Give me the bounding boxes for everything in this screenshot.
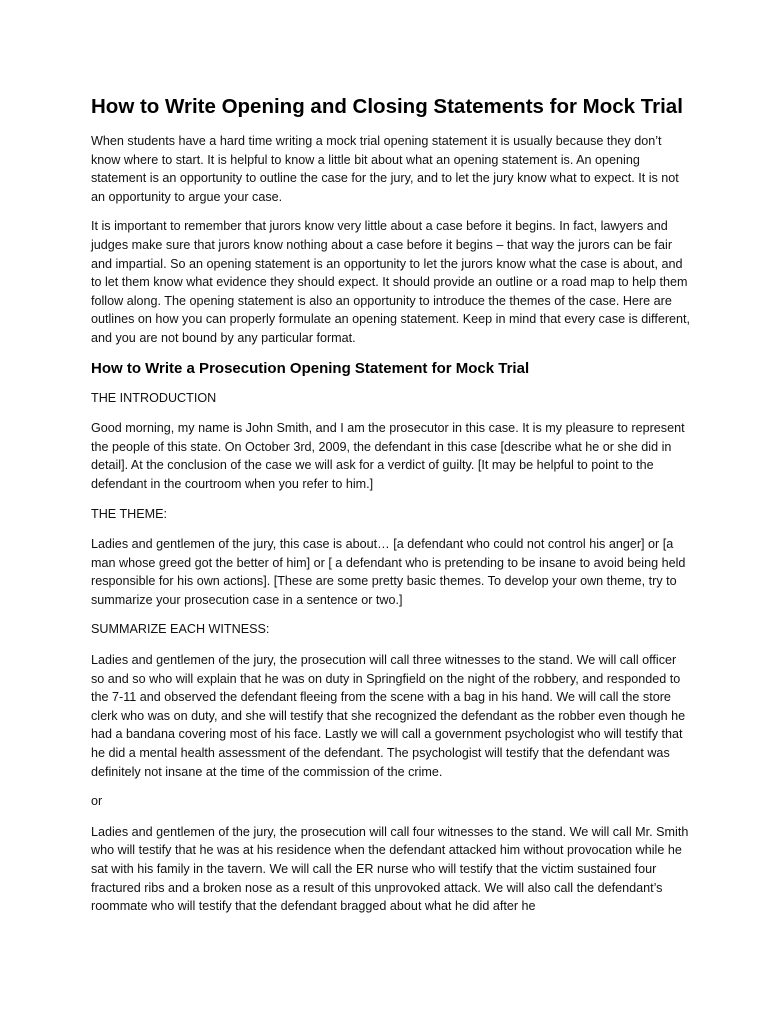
witness-paragraph-2: Ladies and gentlemen of the jury, the prosecution will call four witnesses to the stand. We will call Mr. Smith who will testify that he was at his residence when the defendant attacked him without provocation while he sat with his family in the tavern. We will call the ER nurse who will testify that the victim sustained four fractured ribs and a broken nose as a result of this unprovoked attack. We will also call the defendant’s roommate who will testify that the defendant bragged about what he did after he (91, 824, 689, 914)
intro-paragraph-1: When students have a hard time writing a mock trial opening statement it is usually because they don’t know where to start. It is helpful to know a little bit about what an opening statement is. An opening statement is an opportunity to outline the case for the jury, and to let the jury know what to expect. It is not an opportunity to argue your case. (91, 134, 679, 204)
introduction-paragraph: Good morning, my name is John Smith, and I am the prosecutor in this case. It is my pleasure to represent the people of this state. On October 3rd, 2009, the defendant in this case [describe what he or she did in detail]. At the conclusion of the case we will ask for a verdict of guilty. [It may be helpful to point to the defendant in the courtroom when you refer to him.] (91, 421, 685, 491)
document-title: How to Write Opening and Closing Statements for Mock Trial (91, 95, 683, 118)
intro-paragraph-2: It is important to remember that jurors know very little about a case before it begins. In fact, lawyers and judges make sure that jurors know nothing about a case before it begins – that way the jurors can be fair and impartial. So an opening statement is an opportunity to let the jurors know what the case is about, and to let them know what evidence they should expect. It should provide an outline or a road map to help them follow along. The opening statement is also an opportunity to introduce the themes of the case. Here are outlines on how you can properly formulate an opening statement. Keep in mind that every case is different, and you are not bound by any particular format. (91, 219, 691, 345)
witness-label: SUMMARIZE EACH WITNESS: (91, 622, 270, 637)
theme-label: THE THEME: (91, 506, 168, 521)
witness-paragraph-1: Ladies and gentlemen of the jury, the prosecution will call three witnesses to the stand. We will call officer so and so who will explain that he was on duty in Springfield on the night of the robbery, and responded to the 7-11 and observed the defendant fleeing from the scene with a bag in his hand. We will call the store clerk who was on duty, and she will testify that she recognized the defendant as the robber even though he had a bandana covering most of his face. Lastly we will call a government psychologist who will testify that he did a mental health assessment of the defendant. The psychologist will testify that the defendant was definitely not insane at the time of the commission of the crime. (91, 653, 686, 779)
theme-paragraph: Ladies and gentlemen of the jury, this case is about… [a defendant who could not control his anger] or [a man whose greed got the better of him] or [ a defendant who is pretending to be insane to avoid being held responsible for his own actions]. [These are some pretty basic themes. To develop your own theme, try to summarize your prosecution case in a sentence or two.] (91, 537, 686, 607)
document-page (91, 92, 691, 927)
section-heading: How to Write a Prosecution Opening Statement for Mock Trial (91, 359, 530, 377)
or-separator: or (91, 794, 103, 809)
introduction-label: THE INTRODUCTION (91, 390, 217, 405)
